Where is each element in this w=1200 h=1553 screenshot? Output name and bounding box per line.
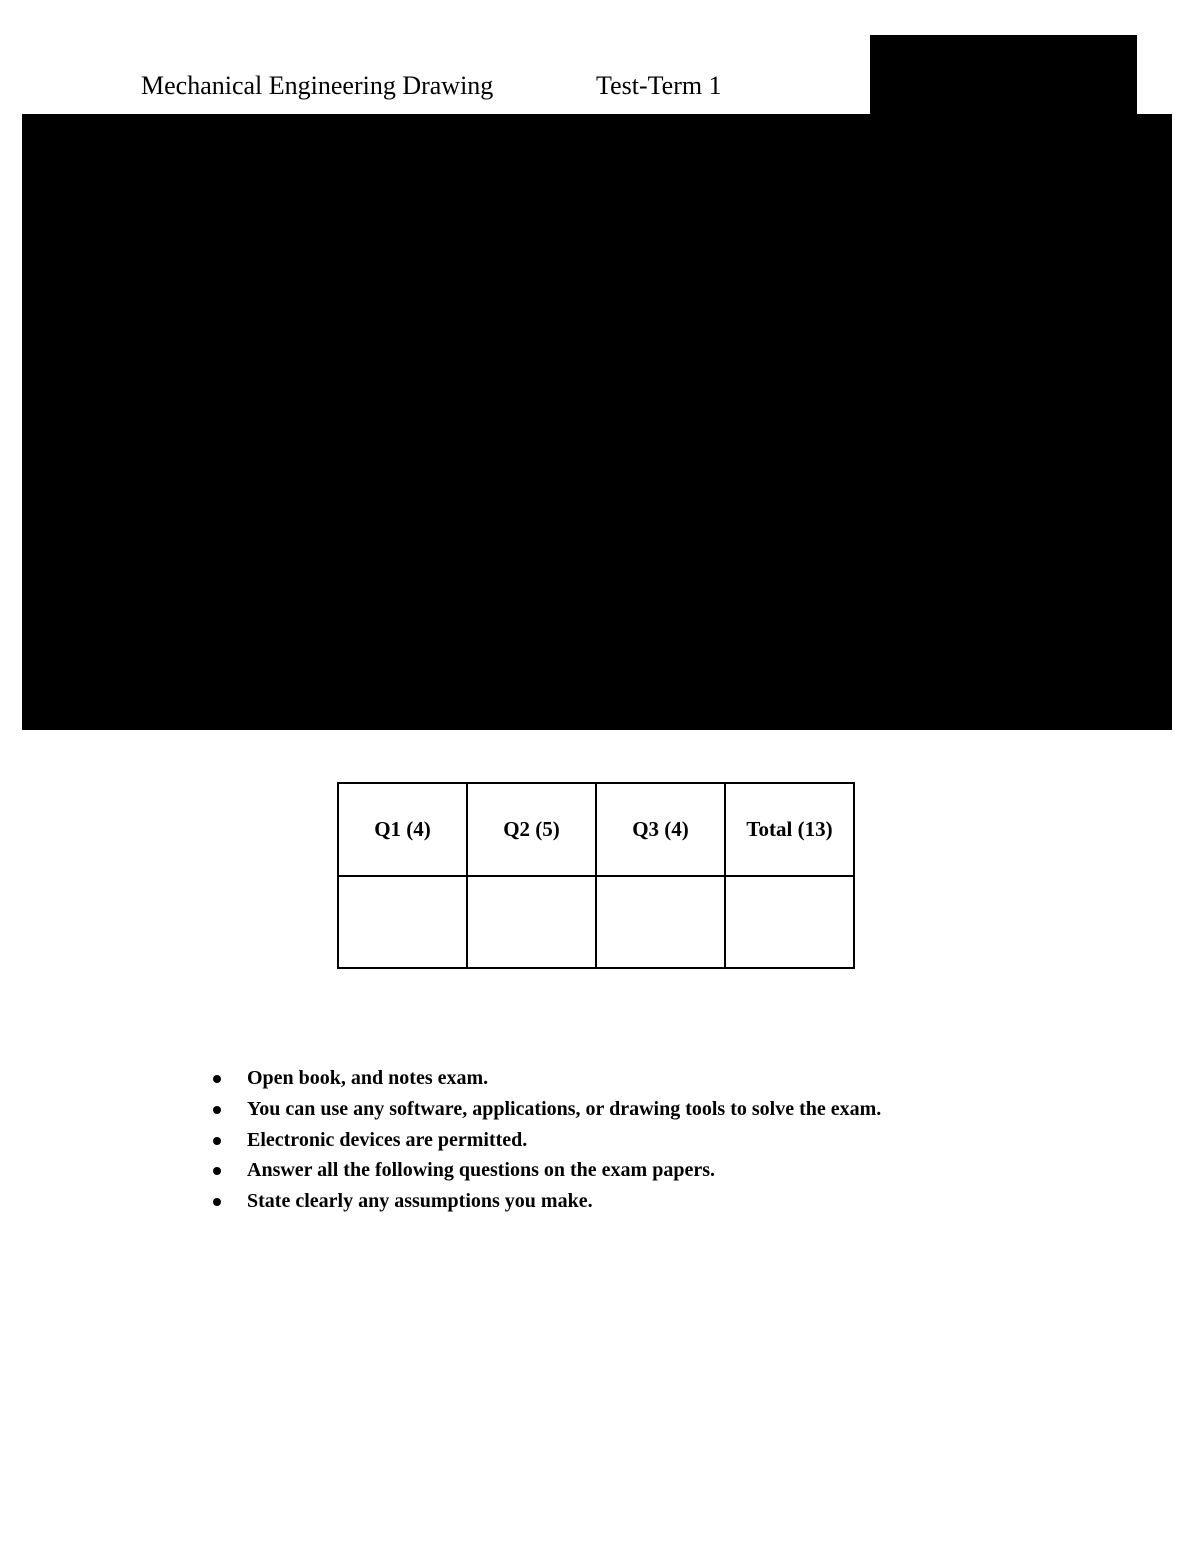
score-table	[337, 782, 855, 969]
instruction-item	[205, 1094, 881, 1125]
score-table-marks-row	[338, 876, 854, 968]
instruction-item	[205, 1155, 881, 1186]
instruction-text: State clearly any assumptions you make.	[247, 1190, 593, 1213]
test-term-label: Test-Term 1	[596, 71, 722, 100]
instruction-text: Answer all the following questions on the exam papers.	[247, 1159, 715, 1182]
score-header-q2: Q2 (5)	[467, 783, 596, 876]
score-table-header-row	[338, 783, 854, 876]
bullet-icon	[213, 1198, 221, 1206]
redacted-header-block	[870, 35, 1137, 116]
score-header-q3: Q3 (4)	[596, 783, 725, 876]
score-cell-total	[725, 876, 854, 968]
redacted-content-block	[22, 114, 1172, 730]
instruction-item	[205, 1125, 881, 1156]
instruction-text: Electronic devices are permitted.	[247, 1128, 528, 1151]
score-cell-q3	[596, 876, 725, 968]
course-title: Mechanical Engineering Drawing	[141, 71, 494, 100]
bullet-icon	[213, 1106, 221, 1114]
instruction-text: You can use any software, applications, or drawing tools to solve the exam.	[247, 1097, 882, 1120]
score-header-total: Total (13)	[725, 783, 854, 876]
exam-instructions	[205, 1063, 881, 1217]
bullet-icon	[213, 1137, 221, 1145]
bullet-icon	[213, 1075, 221, 1083]
score-header-q1: Q1 (4)	[338, 783, 467, 876]
bullet-icon	[213, 1167, 221, 1175]
score-cell-q1	[338, 876, 467, 968]
instruction-item	[205, 1186, 881, 1217]
instruction-item	[205, 1063, 881, 1094]
score-cell-q2	[467, 876, 596, 968]
instruction-text: Open book, and notes exam.	[247, 1067, 489, 1089]
